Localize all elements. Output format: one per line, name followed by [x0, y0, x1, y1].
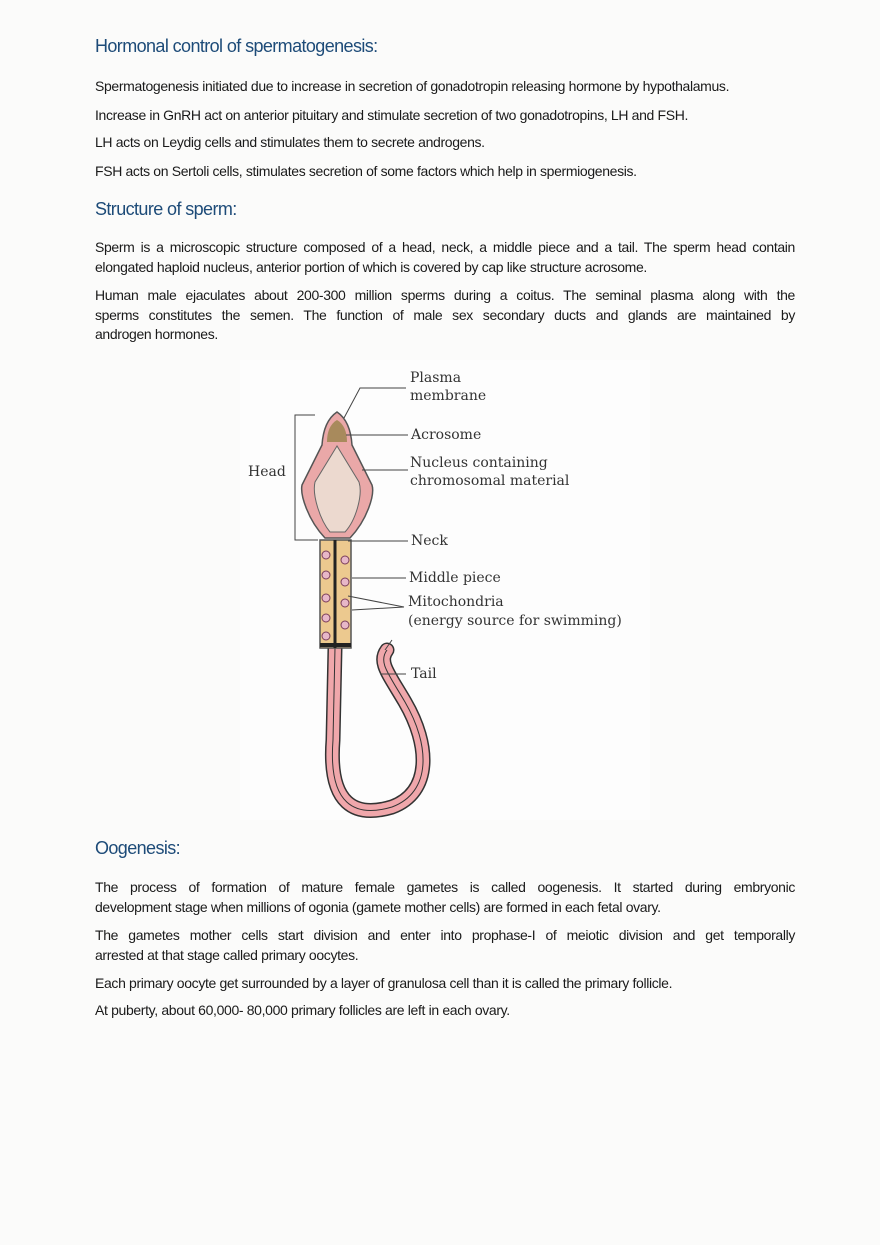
paragraph-line: androgen hormones. [95, 326, 218, 342]
label-acrosome: Acrosome [411, 427, 482, 443]
paragraph: LH acts on Leydig cells and stimulates them to secrete androgens. [95, 134, 485, 150]
label-nucleus: Nucleus containing [410, 455, 548, 471]
heading-oogenesis: Oogenesis: [95, 838, 181, 858]
paragraph: At puberty, about 60,000- 80,000 primary follicles are left in each ovary. [95, 1002, 510, 1018]
paragraph-line: Sperm is a microscopic structure composed of a head, neck, a middle piece and a tail. The sperm head contain [95, 239, 795, 255]
paragraph-line: The gametes mother cells start division and enter into prophase-I of meiotic division and get temporally [95, 927, 795, 943]
label-neck: Neck [411, 533, 448, 549]
paragraph-line: arrested at that stage called primary oocytes. [95, 947, 359, 963]
paragraph-line: The process of formation of mature female gametes is called oogenesis. It started during embryonic [95, 879, 795, 895]
heading-hormonal-control: Hormonal control of spermatogenesis: [95, 36, 378, 56]
label-nucleus: chromosomal material [410, 473, 570, 489]
paragraph: Each primary oocyte get surrounded by a layer of granulosa cell than it is called the primary follicle. [95, 975, 673, 991]
label-mitochondria-note: (energy source for swimming) [408, 613, 622, 629]
tail-shape [332, 648, 423, 810]
label-head: Head [248, 464, 286, 480]
label-middle-piece: Middle piece [409, 570, 501, 586]
sperm-structure-diagram [240, 360, 650, 820]
paragraph: FSH acts on Sertoli cells, stimulates secretion of some factors which help in spermiogenesis. [95, 163, 637, 179]
label-plasma-membrane: membrane [410, 388, 487, 404]
paragraph-line: sperms constitutes the semen. The function of male sex secondary ducts and glands are maintained by [95, 307, 795, 323]
paragraph-line: development stage when millions of ogonia (gamete mother cells) are formed in each fetal ovary. [95, 899, 661, 915]
label-plasma-membrane: Plasma [410, 370, 462, 386]
paragraph-line: elongated haploid nucleus, anterior portion of which is covered by cap like structure acrosome. [95, 259, 647, 275]
label-tail: Tail [411, 666, 437, 682]
paragraph: Spermatogenesis initiated due to increase in secretion of gonadotropin releasing hormone by hypothalamus. [95, 78, 730, 94]
paragraph: Increase in GnRH act on anterior pituitary and stimulate secretion of two gonadotropins, LH and FSH. [95, 107, 688, 123]
heading-structure-of-sperm: Structure of sperm: [95, 199, 237, 219]
label-mitochondria: Mitochondria [408, 594, 504, 610]
paragraph-line: Human male ejaculates about 200-300 million sperms during a coitus. The seminal plasma along with the [95, 287, 795, 303]
